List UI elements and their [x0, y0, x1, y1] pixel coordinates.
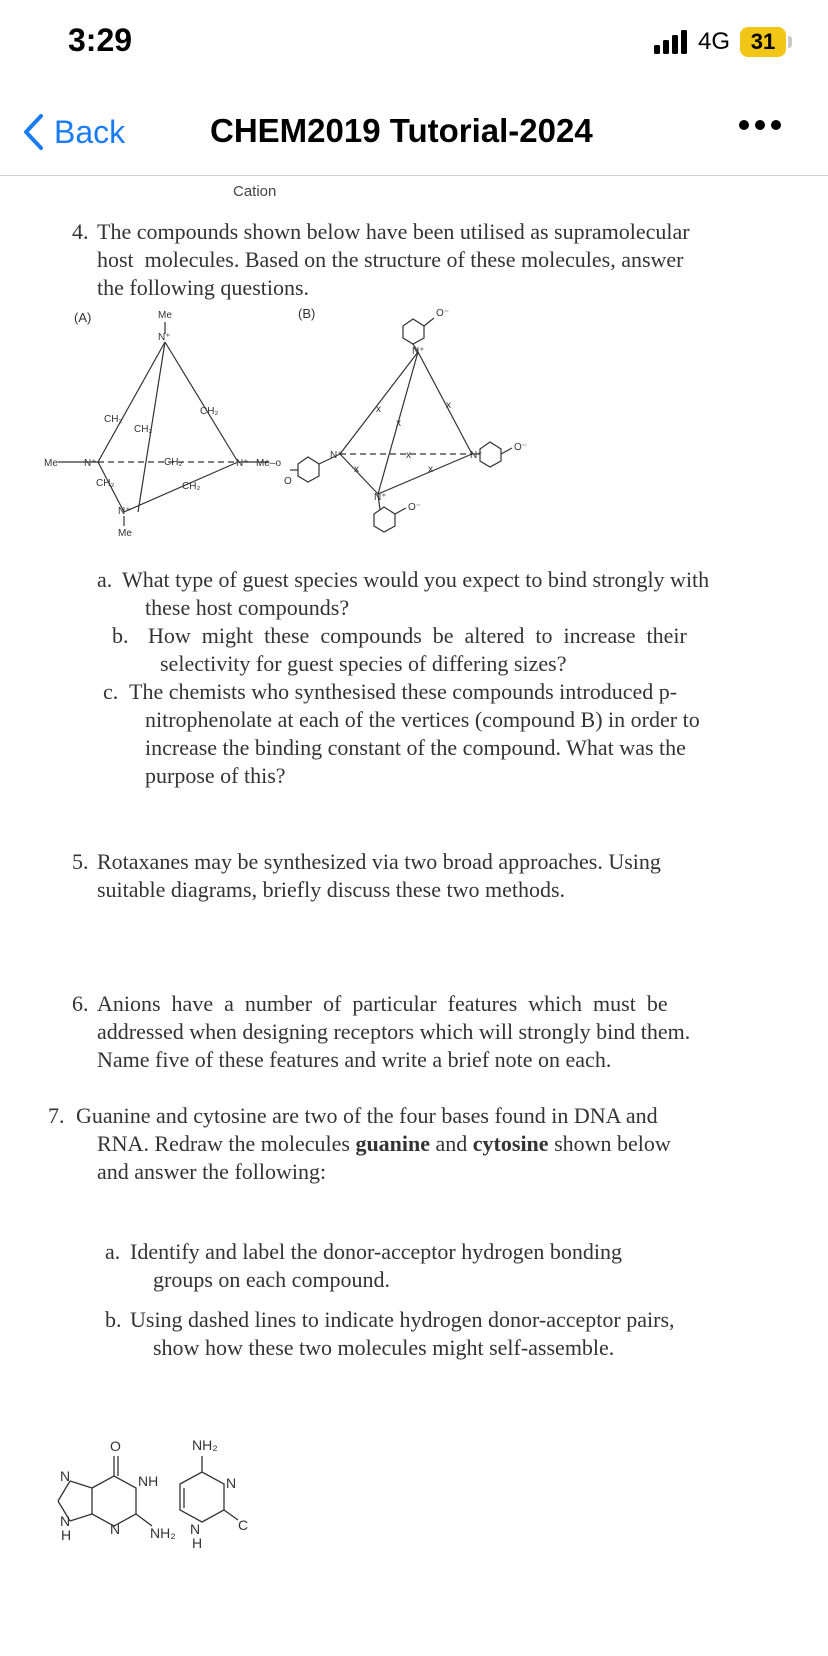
- guanine-nh: NH: [138, 1473, 159, 1489]
- compound-b-n-top: N⁺: [412, 346, 425, 357]
- compound-b-n-left: N⁺: [330, 450, 343, 461]
- compound-b-o-minus-right: O⁻: [514, 442, 528, 453]
- guanine-n-bottom: N: [60, 1513, 71, 1529]
- q4-number: 4.: [72, 219, 89, 244]
- battery-level: 31: [740, 27, 786, 57]
- guanine-n-ring: N: [110, 1521, 121, 1537]
- page-title: CHEM2019 Tutorial-2024: [210, 112, 593, 149]
- compound-a-ch2-5: CH₂: [96, 478, 115, 489]
- compound-a-me-top: Me: [158, 310, 172, 321]
- q4a-line1: What type of guest species would you expect to bind strongly with: [122, 567, 710, 592]
- more-options-icon[interactable]: [738, 118, 782, 132]
- cytosine-n-bottom: N: [190, 1521, 201, 1537]
- q4c-line4: purpose of this?: [145, 763, 286, 788]
- compound-b-o-left: O: [284, 476, 292, 487]
- q7b-marker: b.: [105, 1307, 122, 1332]
- compound-a-n-left: N⁺: [84, 458, 97, 469]
- cytosine-h: H: [192, 1535, 203, 1551]
- q7b-line1: Using dashed lines to indicate hydrogen donor-acceptor pairs,: [130, 1307, 675, 1332]
- network-type: 4G: [698, 28, 731, 55]
- compound-b-n-right: N⁺: [470, 450, 483, 461]
- q4c-line1: The chemists who synthesised these compounds introduced p-: [129, 679, 678, 704]
- q7-line3: and answer the following:: [97, 1159, 327, 1184]
- q4a-marker: a.: [97, 567, 113, 592]
- signal-icon: [654, 30, 692, 54]
- status-bar: [0, 0, 828, 90]
- navigation-bar: [0, 90, 828, 176]
- guanine-o: O: [110, 1438, 121, 1454]
- compound-b-structure: [290, 318, 512, 532]
- back-label: Back: [54, 113, 126, 150]
- compound-a-ch2-4: CH₂: [164, 457, 183, 468]
- q6-line2: addressed when designing receptors which will strongly bind them.: [97, 1019, 691, 1044]
- q7a-line2: groups on each compound.: [153, 1267, 391, 1292]
- compound-a-me-bottom: Me: [118, 528, 132, 539]
- q4-text-line2: host molecules. Based on the structure of these molecules, answer: [97, 247, 684, 272]
- q6-number: 6.: [72, 991, 89, 1016]
- q6-line1: Anions have a number of particular features which must be: [97, 991, 668, 1016]
- compound-a-me-left: Me: [44, 458, 58, 469]
- compound-a-label: (A): [74, 310, 92, 325]
- q5-line1: Rotaxanes may be synthesized via two broad approaches. Using: [97, 849, 661, 874]
- back-button[interactable]: [22, 110, 125, 154]
- battery-icon: [788, 36, 792, 48]
- compound-b-n-bottom: N⁺: [374, 492, 387, 503]
- q4c-marker: c.: [103, 679, 119, 704]
- q7-line2: [97, 1130, 671, 1159]
- compound-a-structure: [58, 322, 268, 526]
- compound-b-x-3: x: [396, 418, 401, 429]
- q4c-line2: nitrophenolate at each of the vertices (compound B) in order to: [145, 707, 700, 732]
- q4b-line2: selectivity for guest species of differing sizes?: [160, 651, 567, 676]
- q7-line2-pre: RNA. Redraw the molecules: [97, 1131, 356, 1156]
- q5-line2: suitable diagrams, briefly discuss these two methods.: [97, 877, 566, 902]
- q6-line3: Name five of these features and write a brief note on each.: [97, 1047, 612, 1072]
- q7-cytosine: cytosine: [472, 1131, 549, 1156]
- compound-b-o-minus-bottom: O⁻: [408, 502, 422, 513]
- cytosine-nh2: NH₂: [192, 1437, 218, 1453]
- q4c-line3: increase the binding constant of the compound. What was the: [145, 735, 686, 760]
- compound-b-label: (B): [298, 306, 316, 321]
- guanine-cytosine-structures: [40, 1426, 280, 1556]
- q7-guanine: guanine: [355, 1131, 431, 1156]
- cytosine-c: C: [238, 1517, 249, 1533]
- q4b-line1: How might these compounds be altered to increase their: [148, 623, 687, 648]
- compound-b-o-minus-top: O⁻: [436, 308, 450, 319]
- compound-b-x-2: x: [446, 400, 451, 411]
- q7-line1: Guanine and cytosine are two of the four bases found in DNA and: [76, 1103, 658, 1128]
- compound-a-n-right: N⁺: [236, 458, 249, 469]
- cation-label: Cation: [233, 183, 277, 200]
- compound-a-n-top: N⁺: [158, 332, 171, 343]
- guanine-h: H: [61, 1527, 72, 1543]
- compound-a-ch2-1: CH₂: [104, 414, 123, 425]
- guanine-n-top: N: [60, 1468, 71, 1484]
- q7a-line1: Identify and label the donor-acceptor hydrogen bonding: [130, 1239, 622, 1264]
- compound-a-n-bottom: N⁺: [118, 506, 131, 517]
- compound-b-x-4: x: [406, 450, 411, 461]
- q7a-marker: a.: [105, 1239, 121, 1264]
- cytosine-n: N: [226, 1475, 237, 1491]
- q4b-marker: b.: [112, 623, 129, 648]
- compound-a-ch2-6: CH₂: [182, 481, 201, 492]
- guanine-nh2: NH₂: [150, 1525, 176, 1541]
- compound-a-ch2-2: CH₂: [134, 424, 153, 435]
- compound-a-me-o: Me–o: [256, 458, 282, 469]
- compound-b-x-6: x: [428, 464, 433, 475]
- compound-b-x-1: x: [376, 404, 381, 415]
- q7b-line2: show how these two molecules might self-assemble.: [153, 1335, 615, 1360]
- q4a-line2: these host compounds?: [145, 595, 350, 620]
- q5-number: 5.: [72, 849, 89, 874]
- q4-text-line3: the following questions.: [97, 275, 310, 300]
- host-molecules-figure: [40, 304, 580, 564]
- q7-line2-post: shown below: [548, 1131, 671, 1156]
- chevron-left-icon: [22, 113, 44, 151]
- q7-and: and: [430, 1131, 473, 1156]
- q7-number: 7.: [48, 1103, 65, 1128]
- compound-a-ch2-3: CH₂: [200, 406, 219, 417]
- q4-text-line1: The compounds shown below have been utilised as supramolecular: [97, 219, 690, 244]
- status-time: 3:29: [68, 22, 133, 58]
- guanine-structure: [58, 1456, 152, 1526]
- document-page: [0, 176, 828, 1656]
- compound-b-x-5: x: [354, 464, 359, 475]
